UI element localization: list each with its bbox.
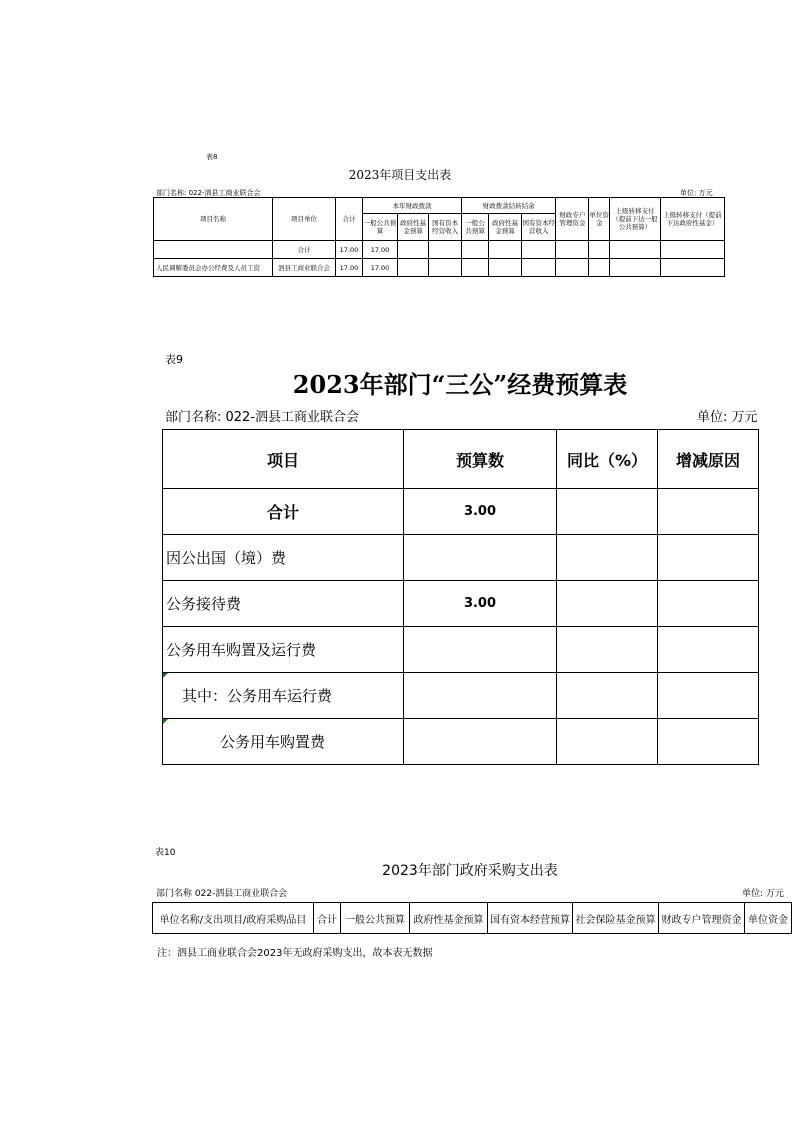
cell-item: 公务接待费 (163, 581, 404, 627)
cell-name: 人民调解委员会办公经费及人员工资 (154, 259, 273, 277)
cell-budget (404, 535, 557, 581)
header-car-gov-fund: 政府性基金预算 (489, 214, 522, 241)
cell-marker (163, 673, 168, 678)
header-social-insurance: 社会保险基金预算 (573, 903, 659, 934)
header-unit-fund: 单位资金 (589, 198, 610, 241)
table10-dept: 部门名称 022-泗县工商业联合会 (156, 889, 288, 899)
header-cur-general: 一般公共预算 (362, 214, 397, 241)
table-row (163, 673, 759, 719)
header-state-capital: 国有资本经营预算 (488, 903, 573, 934)
header-unit-fund: 单位资金 (745, 903, 792, 934)
table-row (163, 581, 759, 627)
cell-budget: 3.00 (404, 489, 557, 535)
cell-total: 17.00 (336, 241, 363, 259)
table8-label: 表8 (206, 153, 218, 161)
header-unit-name: 单位名称/支出项目/政府采购品目 (153, 903, 314, 934)
cell-item: 因公出国（境）费 (163, 535, 404, 581)
table-row (163, 489, 759, 535)
table10-unit: 单位: 万元 (742, 889, 784, 899)
cell-budget (404, 673, 557, 719)
header-current-group: 本年财政拨款 (362, 198, 461, 214)
cell-item: 合计 (163, 489, 404, 535)
header-yoy: 同比（%） (557, 430, 658, 489)
header-special-fund: 财政专户管理资金 (659, 903, 745, 934)
header-special-fund: 财政专户管理资金 (556, 198, 589, 241)
cell-general: 17.00 (362, 241, 397, 259)
header-total: 合计 (336, 198, 363, 241)
header-transfer-gov-fund: 上级转移支付（提前下达政府性基金） (660, 198, 724, 241)
cell-budget (404, 719, 557, 765)
cell-item: 公务用车购置费 (220, 733, 326, 751)
table10-title: 2023年部门政府采购支出表 (382, 863, 558, 879)
header-cur-state-capital: 国有资本经营收入 (429, 214, 462, 241)
cell-total: 17.00 (336, 259, 363, 277)
table9-unit: 单位: 万元 (697, 410, 758, 425)
table-row (154, 241, 725, 259)
header-general: 一般公共预算 (341, 903, 410, 934)
gov-procurement-table (152, 902, 792, 934)
header-transfer-general: 上级转移支付（提前下达一般公共预算） (610, 198, 661, 241)
header-project-name: 项目名称 (154, 198, 273, 241)
cell-unit: 泗县工商业联合会 (272, 259, 335, 277)
table9-dept: 部门名称: 022-泗县工商业联合会 (165, 410, 360, 425)
table10-note: 注：泗县工商业联合会2023年无政府采购支出，故本表无数据 (157, 948, 433, 959)
header-project-unit: 项目单位 (272, 198, 335, 241)
table8-unit: 单位: 万元 (680, 189, 713, 197)
project-expenditure-table (153, 197, 725, 277)
cell-item: 公务用车购置及运行费 (163, 627, 404, 673)
table-row (154, 259, 725, 277)
cell-marker (163, 719, 168, 724)
table8-dept: 部门名称: 022-泗县工商业联合会 (156, 189, 261, 197)
header-car-state-capital: 国有资本经营收入 (522, 214, 556, 241)
table10-label: 表10 (155, 848, 176, 858)
cell-name (154, 241, 273, 259)
header-total: 合计 (314, 903, 341, 934)
three-public-expenses-table (162, 429, 759, 765)
table-row (163, 719, 759, 765)
header-car-general: 一般公共预算 (462, 214, 489, 241)
header-budget: 预算数 (404, 430, 557, 489)
header-carry-group: 财政拨款结转结余 (462, 198, 556, 214)
cell-general: 17.00 (362, 259, 397, 277)
table9-title: 2023年部门“三公”经费预算表 (292, 370, 628, 399)
header-reason: 增减原因 (658, 430, 759, 489)
cell-item: 其中：公务用车运行费 (182, 687, 333, 705)
header-cur-gov-fund: 政府性基金预算 (398, 214, 429, 241)
cell-budget (404, 627, 557, 673)
table9-label: 表9 (165, 353, 183, 366)
header-gov-fund: 政府性基金预算 (410, 903, 488, 934)
table-row (163, 627, 759, 673)
cell-budget: 3.00 (404, 581, 557, 627)
cell-unit: 合计 (272, 241, 335, 259)
header-item: 项目 (163, 430, 404, 489)
table-row (163, 535, 759, 581)
table8-title: 2023年项目支出表 (348, 168, 452, 182)
